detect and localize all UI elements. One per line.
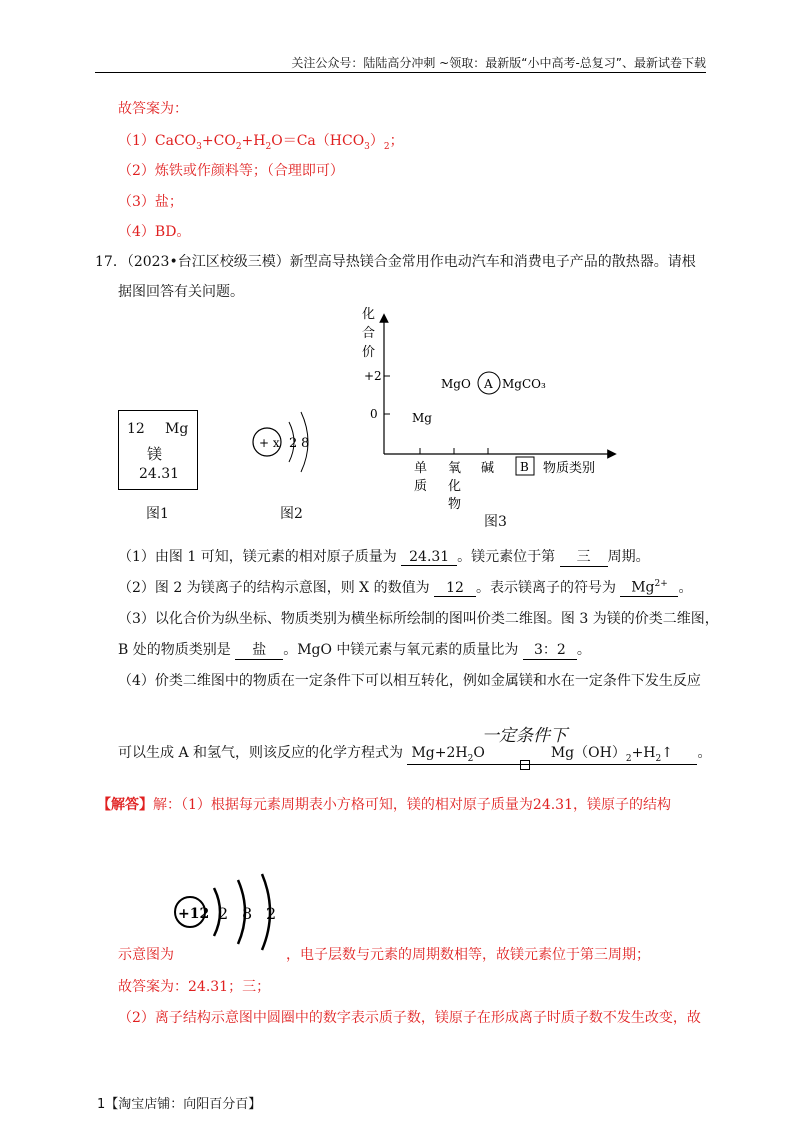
figure-3-caption: 图3 <box>484 514 507 530</box>
question-17-stem-2: 据图回答有关问题。 <box>118 284 244 300</box>
answer-blank-equation: $Mg+2H_2O$ $Mg(OH)_2+H_2↑$ <box>407 742 697 765</box>
solution-line-2a: 示意图为 <box>118 947 174 963</box>
subq-3-b: B 处的物质类别是 盐 。MgO 中镁元素与氧元素的质量比为 3：2 。 <box>118 639 591 660</box>
subq-2: （2）图 2 为镁离子的结构示意图，则 X 的数值为 12 。表示镁离子的符号为 $Mg^{2+}$ 。 <box>118 579 693 596</box>
page-footer: 1【淘宝店铺：向阳百分百】 <box>97 1097 262 1112</box>
point-mg: Mg <box>412 411 432 425</box>
answer-blank-ion: $Mg^{2+}$ <box>620 579 678 597</box>
x-cat-2c: 物 <box>448 497 462 512</box>
subq-4-b: 可以生成 A 和氢气，则该反应的化学方程式为 $Mg+2H_2O$ $Mg(OH)_2+H_2↑$ 。 <box>118 742 711 765</box>
x-cat-3: 碱 <box>481 461 495 476</box>
x-cat-2b: 化 <box>448 479 462 494</box>
solution-atom-diagram <box>170 872 290 952</box>
y-tick-zero: 0 <box>370 407 378 421</box>
answer-title: 故答案为： <box>118 101 188 117</box>
figure-2-caption: 图2 <box>280 506 303 522</box>
solution-answer: 故答案为：24.31；三； <box>118 979 271 995</box>
answer-blank-category: 盐 <box>235 639 283 660</box>
element-name: 镁 <box>147 445 163 463</box>
answer-4: （4）BD。 <box>118 224 191 240</box>
answer-blank-mass: 24.31 <box>401 549 457 566</box>
point-mgco3: MgCO₃ <box>502 377 546 391</box>
subq-1: （1）由图 1 可知，镁元素的相对原子质量为 24.31 。镁元素位于第 三 周期。 <box>118 546 650 567</box>
ion-shell-1: 2 <box>289 436 298 451</box>
figure-1-caption: 图1 <box>146 506 169 522</box>
equation-placeholder-box <box>520 760 530 770</box>
header-rule <box>95 72 706 73</box>
x-cat-2a: 氧 <box>448 461 462 476</box>
x-cat-1a: 单 <box>414 461 428 476</box>
answer-2: （2）炼铁或作颜料等；（合理即可） <box>118 163 344 179</box>
answer-3: （3）盐； <box>118 194 183 210</box>
atomic-number: 12 <box>127 421 145 437</box>
question-17-stem: 17．（2023•台江区校级三模）新型高导热镁合金常用作电动汽车和消费电子产品的散热器。请根 <box>95 254 696 270</box>
x-cat-b: B <box>520 460 529 474</box>
page-header: 关注公众号：陆陆高分冲刺 ~领取：最新版“小中高考-总复习”、最新试卷下载 <box>291 56 706 70</box>
figure-1-element-cell <box>118 410 198 490</box>
solution-line-3: （2）离子结构示意图中圆圈中的数字表示质子数，镁原子在形成离子时质子数不发生改变，故 <box>118 1010 701 1026</box>
point-a: A <box>484 377 493 391</box>
element-symbol: Mg <box>165 421 189 437</box>
subq-3: （3）以化合价为纵坐标、物质类别为横坐标所绘制的图叫价类二维图。图 3 为镁的价类二维图， <box>118 611 719 627</box>
y-label-2: 合 <box>362 326 376 341</box>
y-label-1: 化 <box>362 307 376 322</box>
solution-line-2b: ，电子层数与元素的周期数相等，故镁元素位于第三周期； <box>286 947 650 963</box>
y-label-3: 价 <box>362 345 376 360</box>
solution-line-1: 【解答】解：（1）根据每元素周期表小方格可知，镁的相对原子质量为24.31，镁原子的结构 <box>97 797 671 813</box>
answer-1: $(1)CaCO_3+CO_2+H_2O=Ca(HCO_3)_2$； <box>118 133 404 152</box>
answer-blank-ratio: 3：2 <box>523 639 577 660</box>
atom-shell-1: 2 <box>218 904 229 923</box>
figure-3-valence-chart <box>330 300 630 515</box>
atom-shell-3: 2 <box>266 904 277 923</box>
point-mgo: MgO <box>441 377 471 391</box>
x-cat-1b: 质 <box>414 479 428 494</box>
answer-blank-x: 12 <box>434 580 476 597</box>
subq-4: （4）价类二维图中的物质在一定条件下可以相互转化，例如金属镁和水在一定条件下发生反应 <box>118 673 701 689</box>
reaction-condition: 一定条件下 <box>482 726 567 746</box>
figure-2-ion-diagram <box>245 400 325 485</box>
atom-nucleus: +12 <box>178 906 210 922</box>
atomic-mass: 24.31 <box>139 466 180 482</box>
atom-shell-2: 8 <box>242 904 253 923</box>
ion-shell-2: 8 <box>301 436 310 451</box>
solution-tag: 【解答】 <box>97 797 153 813</box>
ion-nucleus: + x <box>259 436 280 450</box>
x-axis-label: 物质类别 <box>543 461 596 476</box>
answer-blank-period: 三 <box>560 546 608 567</box>
y-tick-plus2: +2 <box>364 369 382 383</box>
